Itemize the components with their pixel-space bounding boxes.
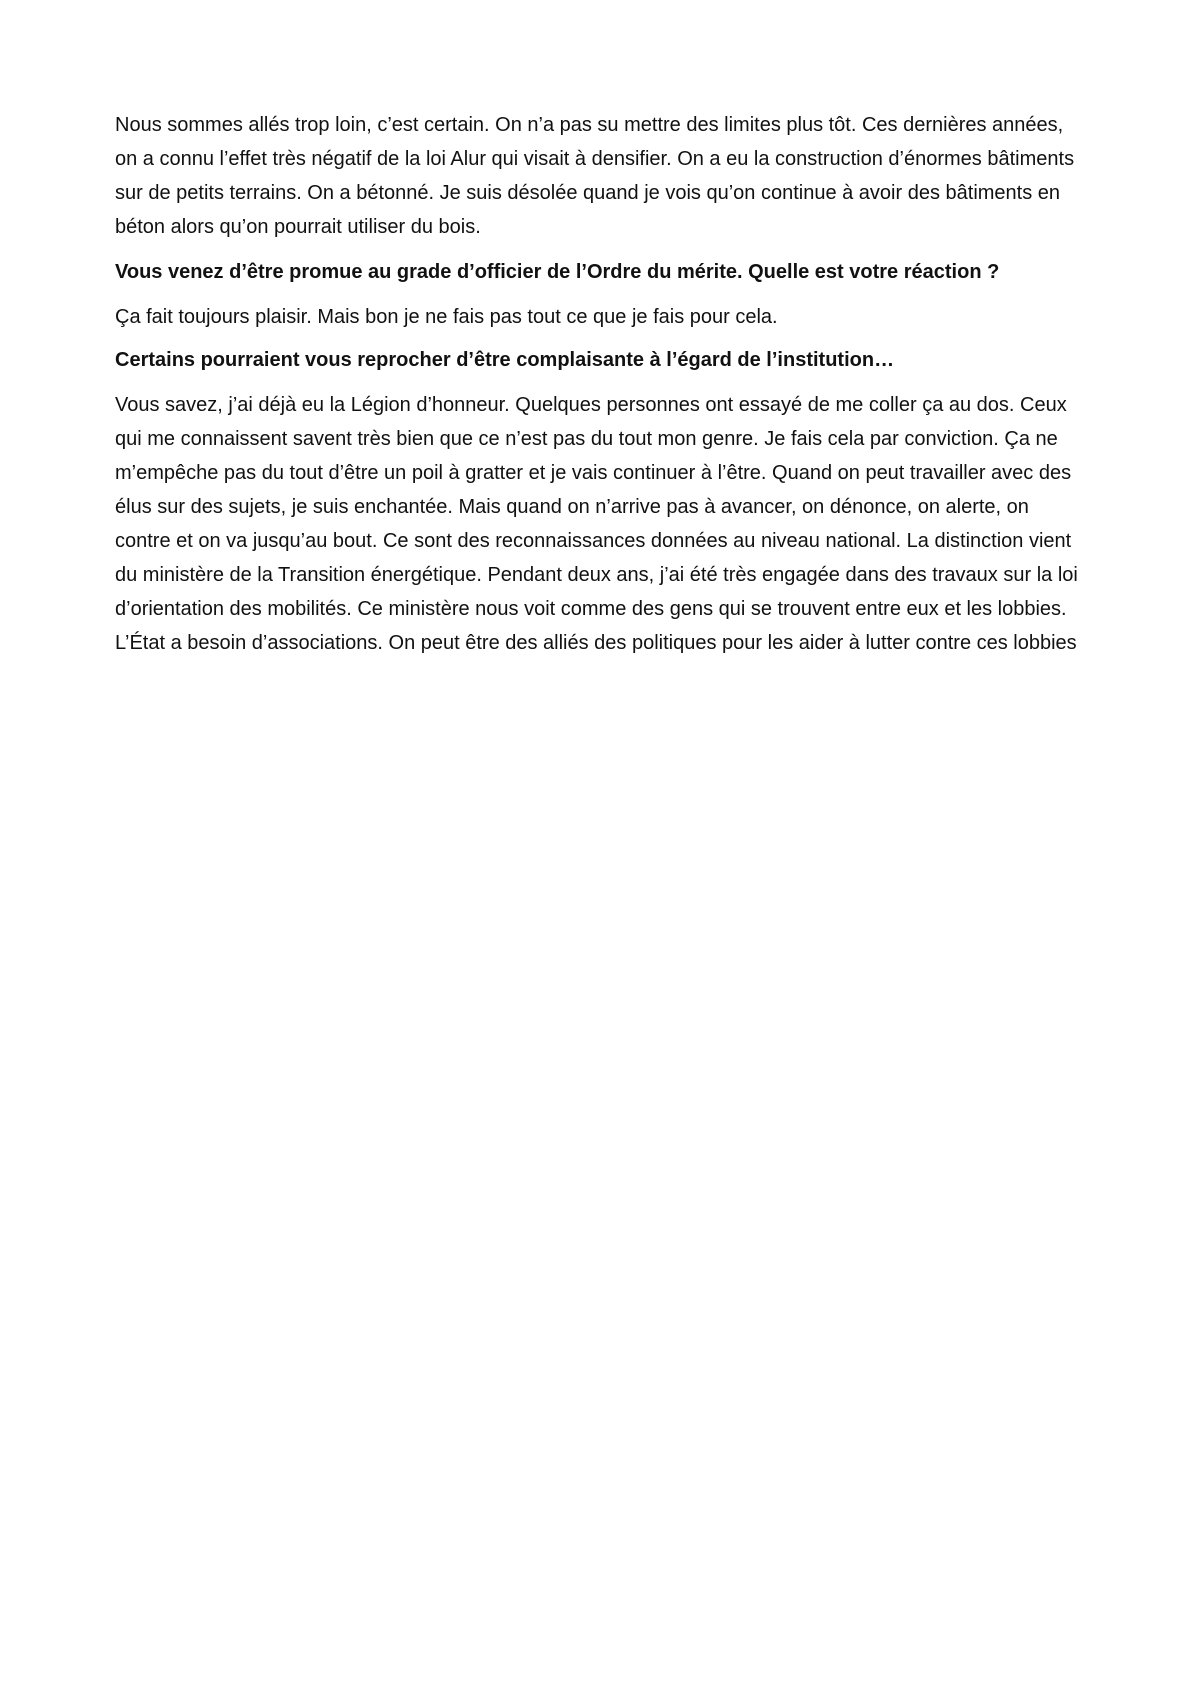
answer-paragraph-1: Nous sommes allés trop loin, c’est certain. On n’a pas su mettre des limites plus tôt. Ces dernières années, on a connu l’effet très négatif de la loi Alur qui visait à densifier. On a eu la construction d’énormes bâtiments sur de petits terrains. On a bétonné. Je suis désolée quand je vois qu’on continue à avoir des bâtiments en béton alors qu’on pourrait utiliser du bois. — [115, 114, 1075, 238]
answer-paragraph-3: Vous savez, j’ai déjà eu la Légion d’honneur. Quelques personnes ont essayé de me coller ça au dos. Ceux qui me connaissent savent très bien que ce n’est pas du tout mon genre. Je fais cela par conviction. Ça ne m’empêche pas du tout d’être un poil à gratter et je vais continuer à l’être. Quand on peut travailler avec des élus sur des sujets, je suis enchantée. Mais quand on n’arrive pas à avancer, on dénonce, on alerte, on contre et on va jusqu’au bout. Ce sont des reconnaissances données au niveau national. La distinction vient du ministère de la Transition énergétique. Pendant deux ans, j’ai été très engagée dans des travaux sur la loi d’orientation des mobilités. Ce ministère nous voit comme des gens qui se trouvent entre eux et les lobbies. L’État a besoin d’associations. On peut être des alliés des politiques pour les aider à lutter contre ces lobbies — [115, 394, 1078, 654]
question-heading-1: Vous venez d’être promue au grade d’officier de l’Ordre du mérite. Quelle est votre réaction ? — [115, 261, 1000, 283]
answer-paragraph-2: Ça fait toujours plaisir. Mais bon je ne fais pas tout ce que je fais pour cela. — [115, 306, 778, 328]
question-heading-2: Certains pourraient vous reprocher d’être complaisante à l’égard de l’institution… — [115, 349, 895, 371]
document-page — [115, 108, 1090, 670]
